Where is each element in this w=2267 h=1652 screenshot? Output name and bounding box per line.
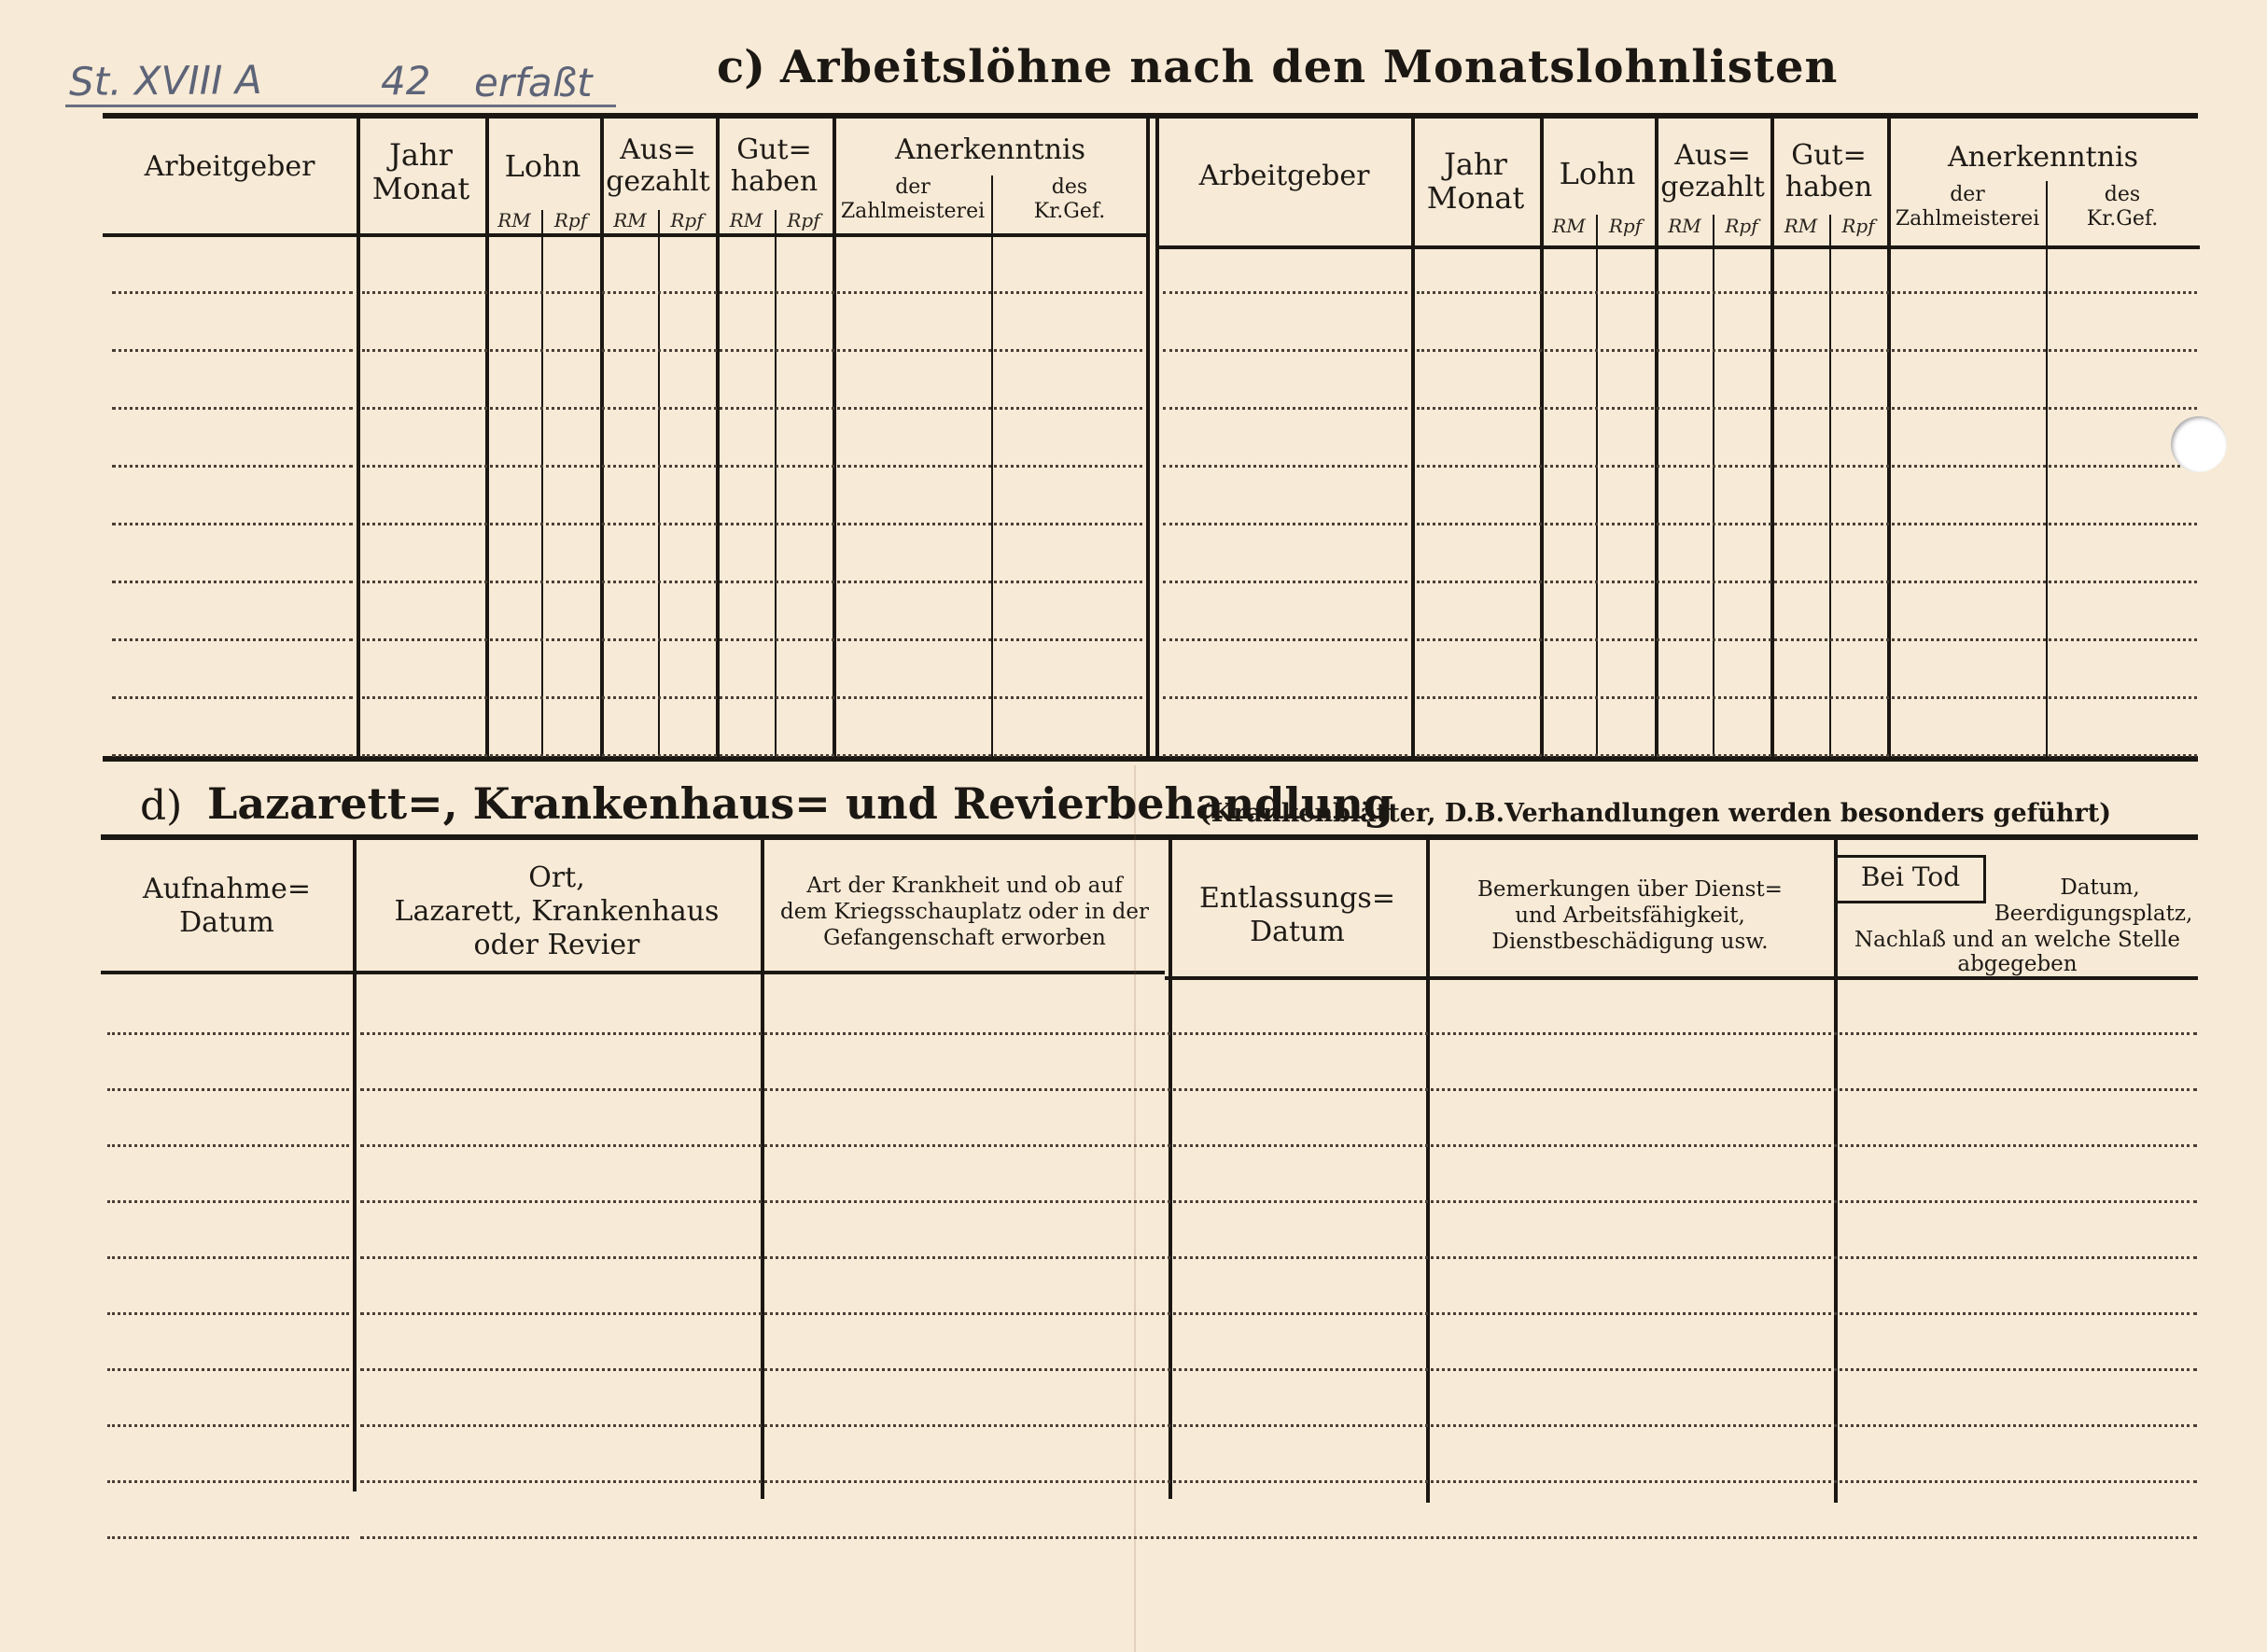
entry-dotted-line bbox=[107, 1368, 349, 1371]
entry-dotted-line bbox=[362, 581, 1142, 583]
header-lohn-right: Lohn bbox=[1559, 156, 1636, 191]
section-d-note: (Krankenblätter, D.B.Verhandlungen werden besonders geführt) bbox=[1199, 799, 2112, 828]
entry-dotted-line bbox=[362, 349, 1142, 352]
header-arbeitgeber-right: Arbeitgeber bbox=[1198, 160, 1370, 192]
header-krgef-right: Kr.Gef. bbox=[2086, 207, 2159, 231]
header-jahr: Jahr bbox=[389, 137, 453, 173]
header-lohn: Lohn bbox=[504, 148, 581, 184]
entry-dotted-line bbox=[362, 407, 1142, 410]
header-aus: Aus= bbox=[620, 133, 696, 166]
entry-dotted-line bbox=[107, 1032, 349, 1035]
section-d-header-rule-right bbox=[1165, 976, 2198, 980]
entry-dotted-line bbox=[107, 1200, 349, 1203]
section-d-header-rule-left bbox=[101, 971, 1165, 974]
entry-dotted-line bbox=[107, 1480, 349, 1483]
entry-dotted-line bbox=[362, 291, 1142, 294]
entry-dotted-line bbox=[362, 696, 1142, 699]
header-tod-1: Datum, bbox=[2060, 875, 2140, 900]
entry-dotted-line bbox=[1417, 465, 2197, 468]
entry-dotted-line bbox=[1417, 638, 2197, 641]
header-haben-right: haben bbox=[1784, 171, 1873, 203]
header-ort-1: Ort, bbox=[528, 861, 585, 894]
entry-dotted-line bbox=[362, 523, 1142, 525]
entry-dotted-line bbox=[362, 465, 1142, 468]
entry-dotted-line bbox=[1163, 638, 1407, 641]
header-tod-2: Beerdigungsplatz, bbox=[1994, 902, 2193, 926]
entry-dotted-line bbox=[360, 1536, 2197, 1539]
entry-dotted-line bbox=[1417, 754, 2197, 757]
entry-dotted-line bbox=[1163, 291, 1407, 294]
header-haben: haben bbox=[730, 165, 819, 198]
entry-dotted-line bbox=[360, 1256, 2197, 1259]
header-lohn-rm: RM bbox=[497, 209, 531, 231]
header-der: der bbox=[895, 175, 931, 199]
section-d-title: Lazarett=, Krankenhaus= und Revierbehandlung bbox=[207, 778, 1393, 829]
entry-dotted-line bbox=[360, 1032, 2197, 1035]
header-bei-tod: Bei Tod bbox=[1860, 861, 1961, 892]
header-zahlmeisterei: Zahlmeisterei bbox=[840, 200, 986, 223]
header-tod-3: Nachlaß und an welche Stelle bbox=[1854, 928, 2180, 952]
header-haben-rm: RM bbox=[729, 209, 763, 231]
entry-dotted-line bbox=[1417, 523, 2197, 525]
header-art-3: Gefangenschaft erworben bbox=[823, 926, 1106, 950]
entry-dotted-line bbox=[112, 638, 353, 641]
header-haben-rm-right: RM bbox=[1784, 215, 1818, 237]
header-gezahlt-rpf: Rpf bbox=[670, 209, 704, 231]
header-haben-rpf-right: Rpf bbox=[1841, 215, 1875, 237]
header-lohn-rpf-right: Rpf bbox=[1608, 215, 1643, 237]
header-anerkenntnis-right: Anerkenntnis bbox=[1947, 141, 2139, 174]
center-divider-right bbox=[1155, 115, 1159, 759]
entry-dotted-line bbox=[112, 523, 353, 525]
header-art-2: dem Kriegsschauplatz oder in der bbox=[780, 900, 1149, 924]
section-d-top-rule bbox=[101, 834, 2198, 840]
entry-dotted-line bbox=[362, 754, 1142, 757]
entry-dotted-line bbox=[360, 1480, 2197, 1483]
header-gezahlt-right: gezahlt bbox=[1660, 171, 1765, 203]
header-anerkenntnis: Anerkenntnis bbox=[894, 133, 1086, 166]
entry-dotted-line bbox=[112, 407, 353, 410]
entry-dotted-line bbox=[1417, 407, 2197, 410]
header-tod-4: abgegeben bbox=[1957, 952, 2078, 976]
entry-dotted-line bbox=[1163, 754, 1407, 757]
entry-dotted-line bbox=[112, 581, 353, 583]
header-monat-right: Monat bbox=[1426, 180, 1525, 216]
header-gezahlt-rm-right: RM bbox=[1668, 215, 1701, 237]
stamp-text-number: 42 bbox=[381, 58, 431, 104]
entry-dotted-line bbox=[1417, 349, 2197, 352]
section-c-title: Arbeitslöhne nach den Monatslohnlisten bbox=[780, 41, 1839, 93]
section-c-top-rule bbox=[103, 113, 2198, 119]
stamp-text-right: erfaßt bbox=[474, 60, 593, 105]
header-art-1: Art der Krankheit und ob auf bbox=[806, 874, 1123, 898]
header-gezahlt-rm: RM bbox=[613, 209, 647, 231]
entry-dotted-line bbox=[1163, 581, 1407, 583]
entry-dotted-line bbox=[360, 1424, 2197, 1427]
entry-dotted-line bbox=[112, 754, 353, 757]
entry-dotted-line bbox=[112, 291, 353, 294]
header-aus-right: Aus= bbox=[1674, 139, 1751, 172]
header-aufnahme-2: Datum bbox=[179, 906, 274, 939]
entry-dotted-line bbox=[107, 1424, 349, 1427]
header-entlassung-1: Entlassungs= bbox=[1199, 882, 1395, 915]
center-divider-left bbox=[1146, 115, 1150, 759]
entry-dotted-line bbox=[112, 465, 353, 468]
header-haben-rpf: Rpf bbox=[787, 209, 820, 231]
header-zahlmeisterei-right: Zahlmeisterei bbox=[1895, 207, 2040, 231]
entry-dotted-line bbox=[1163, 349, 1407, 352]
entry-dotted-line bbox=[1417, 291, 2197, 294]
entry-dotted-line bbox=[107, 1144, 349, 1147]
entry-dotted-line bbox=[107, 1312, 349, 1315]
header-aufnahme-1: Aufnahme= bbox=[143, 873, 311, 905]
header-des: des bbox=[1051, 175, 1088, 199]
entry-dotted-line bbox=[112, 696, 353, 699]
header-bemerkungen-3: Dienstbeschädigung usw. bbox=[1491, 930, 1769, 954]
section-c-prefix: c) bbox=[717, 41, 765, 93]
header-monat: Monat bbox=[371, 171, 470, 206]
header-bemerkungen-2: und Arbeitsfähigkeit, bbox=[1515, 903, 1745, 928]
header-ort-3: oder Revier bbox=[473, 929, 640, 961]
entry-dotted-line bbox=[1163, 407, 1407, 410]
header-der-right: der bbox=[1950, 183, 1985, 206]
entry-dotted-line bbox=[360, 1088, 2197, 1091]
header-lohn-rpf: Rpf bbox=[553, 209, 588, 231]
header-gezahlt: gezahlt bbox=[606, 165, 710, 198]
entry-dotted-line bbox=[112, 349, 353, 352]
entry-dotted-line bbox=[360, 1312, 2197, 1315]
header-bemerkungen-1: Bemerkungen über Dienst= bbox=[1477, 877, 1783, 902]
header-lohn-rm-right: RM bbox=[1552, 215, 1586, 237]
entry-dotted-line bbox=[107, 1256, 349, 1259]
section-c-right-header-rule bbox=[1159, 245, 2200, 249]
header-gut-right: Gut= bbox=[1791, 139, 1867, 172]
header-gut: Gut= bbox=[736, 133, 812, 166]
fold-crease bbox=[1134, 765, 1136, 1652]
header-entlassung-2: Datum bbox=[1250, 916, 1345, 948]
entry-dotted-line bbox=[360, 1368, 2197, 1371]
section-d-prefix: d) bbox=[140, 782, 183, 830]
entry-dotted-line bbox=[107, 1536, 349, 1539]
entry-dotted-line bbox=[362, 638, 1142, 641]
header-ort-2: Lazarett, Krankenhaus bbox=[394, 895, 720, 928]
header-des-right: des bbox=[2104, 183, 2141, 206]
entry-dotted-line bbox=[1163, 696, 1407, 699]
header-arbeitgeber: Arbeitgeber bbox=[144, 150, 315, 183]
stamp-text-left: St. XVIII A bbox=[68, 56, 262, 105]
entry-dotted-line bbox=[1163, 465, 1407, 468]
entry-dotted-line bbox=[107, 1088, 349, 1091]
entry-dotted-line bbox=[1417, 696, 2197, 699]
entry-dotted-line bbox=[360, 1144, 2197, 1147]
entry-dotted-line bbox=[1163, 523, 1407, 525]
punch-hole bbox=[2171, 416, 2227, 472]
header-krgef: Kr.Gef. bbox=[1033, 200, 1106, 223]
header-jahr-right: Jahr bbox=[1444, 147, 1507, 182]
entry-dotted-line bbox=[1417, 581, 2197, 583]
entry-dotted-line bbox=[360, 1200, 2197, 1203]
stamp-underline bbox=[65, 105, 616, 107]
header-gezahlt-rpf-right: Rpf bbox=[1725, 215, 1758, 237]
